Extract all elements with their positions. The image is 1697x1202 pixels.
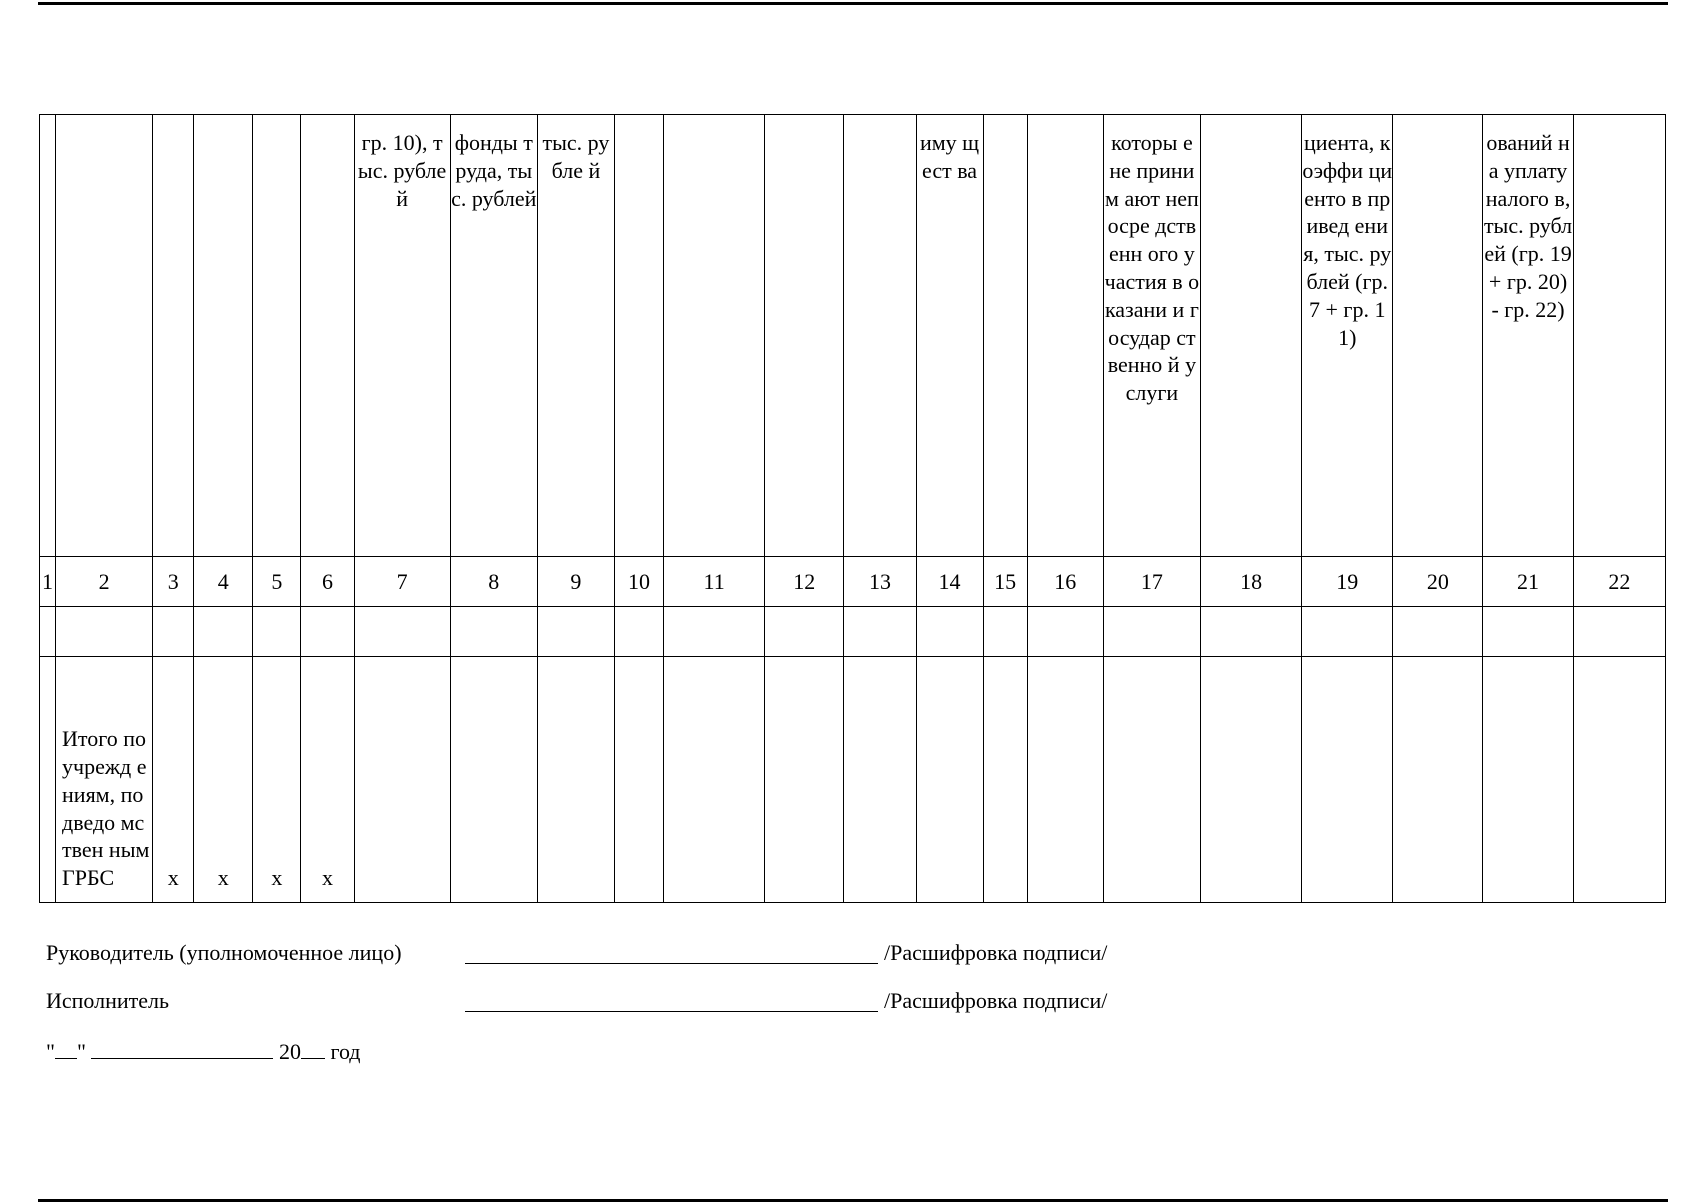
- column-number-row: [40, 557, 1666, 607]
- table-cell[interactable]: [40, 607, 56, 657]
- column-number: 22: [1573, 557, 1665, 607]
- year-prefix: 20: [278, 1039, 301, 1064]
- header-row: [40, 115, 1666, 557]
- table-cell[interactable]: [664, 607, 765, 657]
- column-number: 4: [194, 557, 253, 607]
- header-cell-17: которы е не приним ают непосре дственн ого участия в оказани и государ ственно й услуги: [1103, 115, 1200, 557]
- header-cell-21: ований на уплату налого в, тыс. рублей (гр. 19 + гр. 20) - гр. 22): [1483, 115, 1573, 557]
- table-cell[interactable]: [354, 607, 450, 657]
- table-cell[interactable]: [1027, 607, 1103, 657]
- column-number: 13: [844, 557, 916, 607]
- table-cell[interactable]: [916, 607, 983, 657]
- not-applicable-mark: х: [253, 657, 301, 903]
- column-number: 9: [537, 557, 614, 607]
- signature-caption-executor: /Расшифровка подписи/: [884, 988, 1108, 1013]
- year-suffix: год: [330, 1039, 361, 1064]
- table-cell[interactable]: [614, 657, 663, 903]
- header-cell-15: [983, 115, 1027, 557]
- signature-label-head: Руководитель (уполномоченное лицо): [46, 940, 402, 965]
- signature-label-executor: Исполнитель: [46, 988, 170, 1013]
- table-cell[interactable]: [1200, 657, 1301, 903]
- column-number: 21: [1483, 557, 1573, 607]
- header-cell-10: [614, 115, 663, 557]
- table-cell[interactable]: [916, 657, 983, 903]
- table-cell[interactable]: [614, 607, 663, 657]
- table-cell[interactable]: [56, 607, 153, 657]
- signature-line-head[interactable]: [465, 963, 878, 964]
- table-cell[interactable]: [1483, 607, 1573, 657]
- column-number: 3: [153, 557, 194, 607]
- table-cell[interactable]: [1027, 657, 1103, 903]
- table-cell: [40, 657, 56, 903]
- date-open-quote: ": [46, 1039, 55, 1064]
- column-number: 1: [40, 557, 56, 607]
- header-cell-3: [153, 115, 194, 557]
- data-row: [40, 607, 1666, 657]
- header-cell-1: [40, 115, 56, 557]
- header-cell-11: [664, 115, 765, 557]
- header-cell-20: [1393, 115, 1483, 557]
- column-number: 18: [1200, 557, 1301, 607]
- column-number: 15: [983, 557, 1027, 607]
- table-cell[interactable]: [153, 607, 194, 657]
- table-cell[interactable]: [354, 657, 450, 903]
- day-blank[interactable]: [55, 1038, 77, 1059]
- table-cell[interactable]: [1573, 607, 1665, 657]
- table-cell[interactable]: [844, 607, 916, 657]
- column-number: 2: [56, 557, 153, 607]
- table-cell[interactable]: [1200, 607, 1301, 657]
- total-row: [40, 657, 1666, 903]
- column-number: 7: [354, 557, 450, 607]
- table-cell[interactable]: [537, 657, 614, 903]
- column-number: 6: [301, 557, 354, 607]
- header-cell-12: [765, 115, 844, 557]
- table-cell[interactable]: [765, 657, 844, 903]
- not-applicable-mark: х: [301, 657, 354, 903]
- column-number: 10: [614, 557, 663, 607]
- header-cell-9: тыс. рубле й: [537, 115, 614, 557]
- header-cell-4: [194, 115, 253, 557]
- column-number: 12: [765, 557, 844, 607]
- top-border-rule: [38, 2, 1668, 5]
- table-cell[interactable]: [1393, 607, 1483, 657]
- column-number: 17: [1103, 557, 1200, 607]
- table-cell[interactable]: [1302, 657, 1393, 903]
- header-cell-6: [301, 115, 354, 557]
- not-applicable-mark: х: [153, 657, 194, 903]
- total-label: Итого по учрежд ениям, подведо мствен ным ГРБС: [56, 657, 153, 903]
- table-cell[interactable]: [983, 657, 1027, 903]
- column-number: 14: [916, 557, 983, 607]
- date-close-quote: ": [76, 1039, 86, 1064]
- table-cell[interactable]: [1103, 657, 1200, 903]
- column-number: 8: [450, 557, 537, 607]
- table-cell[interactable]: [301, 607, 354, 657]
- header-cell-16: [1027, 115, 1103, 557]
- table-cell[interactable]: [664, 657, 765, 903]
- table-cell[interactable]: [983, 607, 1027, 657]
- header-cell-7: гр. 10), тыс. рублей: [354, 115, 450, 557]
- date-line: [46, 1038, 361, 1065]
- header-cell-19: циента, коэффи циенто в привед ения, тыс. рублей (гр. 7 + гр. 11): [1302, 115, 1393, 557]
- column-number: 11: [664, 557, 765, 607]
- signature-line-executor[interactable]: [465, 1011, 878, 1012]
- table-cell[interactable]: [1103, 607, 1200, 657]
- table-cell[interactable]: [537, 607, 614, 657]
- table-cell[interactable]: [844, 657, 916, 903]
- table-cell[interactable]: [1573, 657, 1665, 903]
- header-cell-5: [253, 115, 301, 557]
- column-number: 16: [1027, 557, 1103, 607]
- table-cell[interactable]: [1483, 657, 1573, 903]
- form-table: [39, 114, 1666, 903]
- table-cell[interactable]: [194, 607, 253, 657]
- table-cell[interactable]: [450, 607, 537, 657]
- month-blank[interactable]: [91, 1038, 273, 1059]
- signature-caption-head: /Расшифровка подписи/: [884, 940, 1108, 965]
- column-number: 5: [253, 557, 301, 607]
- table-cell[interactable]: [1393, 657, 1483, 903]
- column-number: 20: [1393, 557, 1483, 607]
- header-cell-22: [1573, 115, 1665, 557]
- year-blank[interactable]: [301, 1038, 325, 1059]
- not-applicable-mark: х: [194, 657, 253, 903]
- table-cell[interactable]: [253, 607, 301, 657]
- header-cell-18: [1200, 115, 1301, 557]
- table-cell[interactable]: [450, 657, 537, 903]
- table-cell[interactable]: [765, 607, 844, 657]
- header-cell-14: иму щест ва: [916, 115, 983, 557]
- column-number: 19: [1302, 557, 1393, 607]
- table-cell[interactable]: [1302, 607, 1393, 657]
- header-cell-13: [844, 115, 916, 557]
- header-cell-8: фонды труда, тыс. рублей: [450, 115, 537, 557]
- header-cell-2: [56, 115, 153, 557]
